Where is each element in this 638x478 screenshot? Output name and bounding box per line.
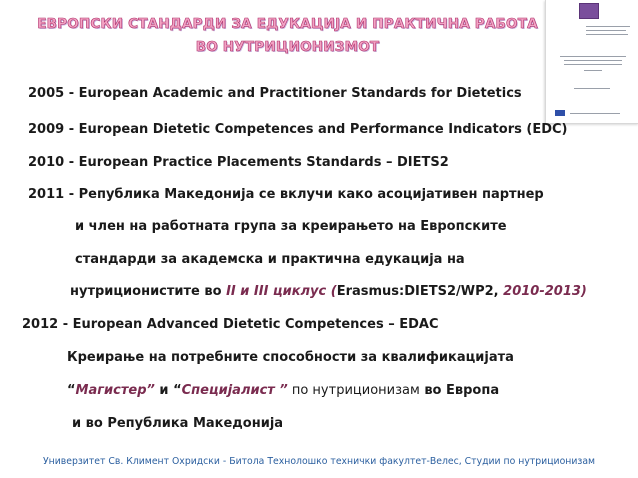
slide-footer: Универзитет Св. Климент Охридски - Битола Технолошко технички факултет-Велес, Студии по нутриционизам xyxy=(42,456,596,467)
timeline-2012: 2012 - European Advanced Dietetic Competences – EDAC xyxy=(22,317,439,332)
timeline-2011: 2011 - Република Македонија се вклучи како асоцијативен партнер xyxy=(28,187,544,202)
timeline-2010: 2010 - European Practice Placements Standards – DIETS2 xyxy=(28,155,449,170)
timeline-2012-cont-1: Креирање на потребните способности за квалификацијата xyxy=(67,350,514,365)
timeline-2012-cont-2: “Магистер” и “Специјалист ” по нутриционизам во Европа xyxy=(67,383,500,398)
timeline-2011-cont-2: стандарди за академска и практична едукација на xyxy=(75,252,465,267)
report-cover-thumbnail xyxy=(545,0,638,124)
text-erasmus: Erasmus:DIETS2/WP2, xyxy=(336,284,504,299)
timeline-2011-cont-1: и член на работната група за креирањето на Европските xyxy=(75,219,507,234)
slide-title-line-2: ВО НУТРИЦИОНИЗМОТ xyxy=(195,39,380,55)
text-nutritionism: по нутриционизам xyxy=(287,383,420,398)
text-cycles: II и III циклус ( xyxy=(226,284,337,299)
text-master: Магистер” xyxy=(75,383,155,398)
timeline-2012-cont-3: и во Република Македонија xyxy=(72,416,284,431)
text-years: 2010-2013) xyxy=(503,284,587,299)
diets-logo-icon xyxy=(579,3,599,19)
text-europe: во Европа xyxy=(419,383,500,398)
text-specialist: Специјалист ” xyxy=(181,383,288,398)
timeline-2011-cont-3 xyxy=(70,284,587,299)
slide-title-line-1: ЕВРОПСКИ СТАНДАРДИ ЗА ЕДУКАЦИЈА И ПРАКТИЧНА РАБОТА xyxy=(37,16,538,32)
timeline-2005: 2005 - European Academic and Practitioner Standards for Dietetics xyxy=(28,86,522,101)
text-nutritionists: нутриционистите во xyxy=(70,284,227,299)
timeline-2009: 2009 - European Dietetic Competences and Performance Indicators (EDC) xyxy=(28,122,568,137)
eu-flag-icon xyxy=(555,110,565,116)
